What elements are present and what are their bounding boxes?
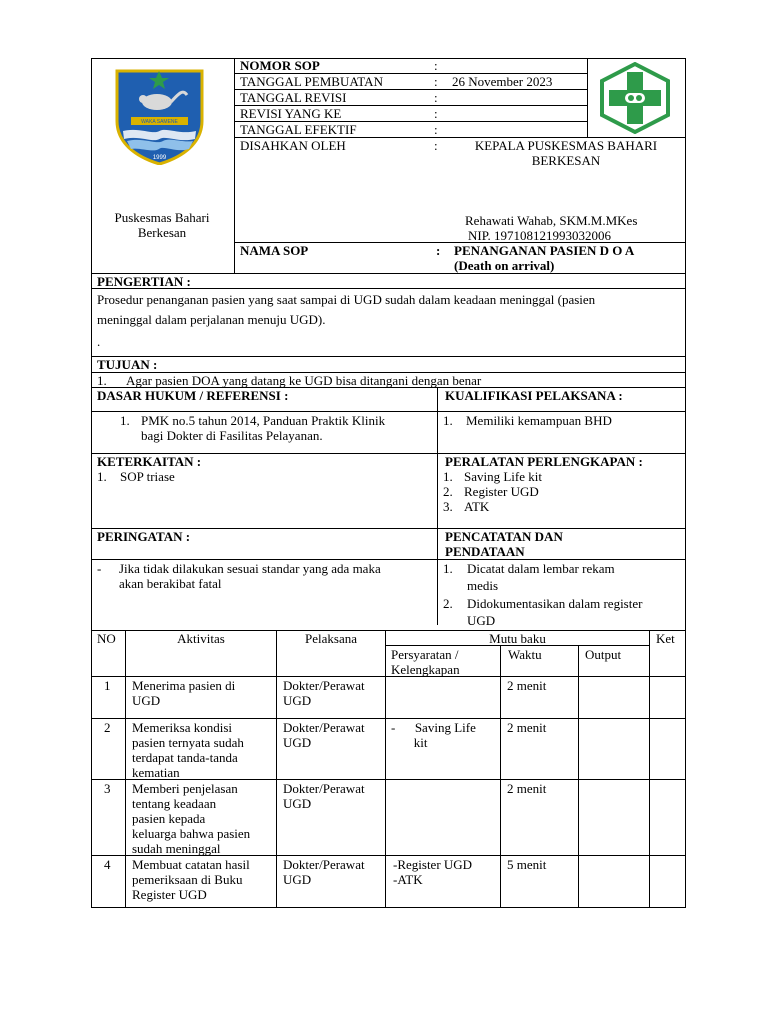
org-name-line1: Puskesmas Bahari (114, 210, 210, 225)
field-label-tanggal-efektif: TANGGAL EFEKTIF (240, 122, 357, 137)
peringatan-line1: Jika tidak dilakukan sesuai standar yang ada maka (119, 561, 381, 576)
sop-name-line2: (Death on arrival) (454, 258, 555, 273)
row-persyaratan: kit (391, 735, 428, 750)
row-aktivitas: pasien kepada (132, 811, 206, 826)
table-header-persyaratan-line2: Kelengkapan (391, 662, 460, 677)
row-aktivitas: pasien ternyata sudah (132, 735, 244, 750)
table-header-pelaksana: Pelaksana (305, 631, 357, 646)
pencatatan-heading-line2: PENDATAAN (445, 544, 525, 559)
peralatan-item-text: Saving Life kit (464, 469, 542, 484)
row-aktivitas: pemeriksaan di Buku (132, 872, 243, 887)
org-name-line2: Berkesan (137, 225, 187, 240)
field-label-nomor-sop: NOMOR SOP (240, 58, 320, 73)
kualifikasi-item-text: Memiliki kemampuan BHD (466, 413, 612, 428)
field-sep: : (434, 122, 438, 137)
peralatan-item-text: ATK (464, 499, 490, 514)
tujuan-item-text: Agar pasien DOA yang datang ke UGD bisa ditangani dengan benar (126, 373, 482, 388)
field-sep: : (434, 106, 438, 121)
signer-nip: NIP. 197108121993032006 (468, 228, 612, 243)
dasar-hukum-item-line1: PMK no.5 tahun 2014, Panduan Praktik Klinik (141, 413, 386, 428)
row-pelaksana: UGD (283, 693, 312, 708)
approved-title-line1: KEPALA PUSKESMAS BAHARI (474, 138, 658, 153)
field-sep: : (434, 58, 438, 73)
row-aktivitas: terdapat tanda-tanda (132, 750, 238, 765)
logo-motto: WAKA SAMENE (141, 119, 178, 125)
row-persyaratan: - Saving Life (391, 720, 476, 735)
table-header-ket: Ket (656, 631, 675, 646)
row-waktu: 2 menit (507, 781, 547, 796)
approved-label: DISAHKAN OLEH (240, 138, 346, 153)
row-aktivitas: Register UGD (132, 887, 207, 902)
tujuan-heading: TUJUAN : (97, 357, 158, 372)
field-value-tanggal-pembuatan: 26 November 2023 (452, 74, 553, 89)
sop-name-line1: PENANGANAN PASIEN D O A (454, 243, 635, 258)
keterkaitan-heading: KETERKAITAN : (97, 454, 202, 469)
keterkaitan-item-num: 1. (97, 469, 107, 484)
row-aktivitas: Menerima pasien di (132, 678, 236, 693)
pengertian-heading: PENGERTIAN : (97, 274, 191, 289)
pengertian-line3: . (97, 334, 101, 349)
row-persyaratan: -ATK (393, 872, 423, 887)
pengertian-line1: Prosedur penanganan pasien yang saat sampai di UGD sudah dalam keadaan meninggal (pasien (97, 292, 596, 307)
pencatatan-item-line1: Didokumentasikan dalam register (467, 596, 643, 611)
pencatatan-item-line1: Dicatat dalam lembar rekam (467, 561, 615, 576)
field-label-tanggal-revisi: TANGGAL REVISI (240, 90, 347, 105)
row-aktivitas: UGD (132, 693, 161, 708)
pencatatan-item-line2: UGD (467, 613, 496, 628)
table-header-aktivitas: Aktivitas (177, 631, 225, 646)
row-aktivitas: Memberi penjelasan (132, 781, 238, 796)
row-pelaksana: Dokter/Perawat (283, 720, 365, 735)
table-header-no: NO (97, 631, 116, 646)
row-no: 1 (104, 678, 111, 693)
kualifikasi-heading: KUALIFIKASI PELAKSANA : (445, 388, 623, 403)
district-logo (113, 69, 206, 165)
sop-name-label: NAMA SOP (240, 243, 309, 258)
row-pelaksana: Dokter/Perawat (283, 857, 365, 872)
pencatatan-item-line2: medis (467, 578, 499, 593)
row-no: 2 (104, 720, 111, 735)
row-aktivitas: tentang keadaan (132, 796, 217, 811)
field-label-revisi-ke: REVISI YANG KE (240, 106, 342, 121)
pencatatan-item-num: 2. (443, 596, 453, 611)
pencatatan-item-num: 1. (443, 561, 453, 576)
field-sep: : (434, 74, 438, 89)
row-no: 3 (104, 781, 111, 796)
peralatan-heading: PERALATAN PERLENGKAPAN : (445, 454, 643, 469)
row-pelaksana: UGD (283, 872, 312, 887)
row-pelaksana: UGD (283, 796, 312, 811)
dasar-hukum-item-line2: bagi Dokter di Fasilitas Pelayanan. (141, 428, 323, 443)
table-header-output: Output (585, 647, 622, 662)
peralatan-item-num: 3. (443, 499, 453, 514)
approved-title-line2: BERKESAN (531, 153, 601, 168)
row-waktu: 2 menit (507, 678, 547, 693)
dasar-hukum-heading: DASAR HUKUM / REFERENSI : (97, 388, 289, 403)
pencatatan-heading-line1: PENCATATAN DAN (445, 529, 563, 544)
row-pelaksana: Dokter/Perawat (283, 678, 365, 693)
field-sep: : (434, 90, 438, 105)
row-waktu: 2 menit (507, 720, 547, 735)
row-pelaksana: UGD (283, 735, 312, 750)
dasar-hukum-item-num: 1. (120, 413, 130, 428)
peralatan-item-num: 1. (443, 469, 453, 484)
peringatan-dash: - (97, 561, 102, 576)
row-persyaratan: -Register UGD (393, 857, 473, 872)
sop-name-sep: : (436, 243, 441, 258)
peringatan-heading: PERINGATAN : (97, 529, 191, 544)
keterkaitan-item-text: SOP triase (120, 469, 175, 484)
signer-name: Rehawati Wahab, SKM.M.MKes (465, 213, 638, 228)
pengertian-line2: meninggal dalam perjalanan menuju UGD). (97, 312, 326, 327)
row-aktivitas: Memeriksa kondisi (132, 720, 233, 735)
approved-sep: : (434, 138, 438, 153)
peringatan-line2: akan berakibat fatal (119, 576, 222, 591)
row-aktivitas: sudah meninggal (132, 841, 221, 856)
table-header-mutu-baku: Mutu baku (489, 631, 546, 646)
table-header-persyaratan-line1: Persyaratan / (391, 647, 459, 662)
row-no: 4 (104, 857, 111, 872)
logo-year: 1999 (152, 155, 167, 161)
row-aktivitas: Membuat catatan hasil (132, 857, 250, 872)
row-aktivitas: keluarga bahwa pasien (132, 826, 251, 841)
table-header-waktu: Waktu (508, 647, 542, 662)
row-aktivitas: kematian (132, 765, 180, 780)
peralatan-item-num: 2. (443, 484, 453, 499)
tujuan-item-num: 1. (97, 373, 107, 388)
kualifikasi-item-num: 1. (443, 413, 453, 428)
field-label-tanggal-pembuatan: TANGGAL PEMBUATAN (240, 74, 383, 89)
row-waktu: 5 menit (507, 857, 547, 872)
row-pelaksana: Dokter/Perawat (283, 781, 365, 796)
peralatan-item-text: Register UGD (464, 484, 539, 499)
puskesmas-logo (598, 62, 672, 134)
